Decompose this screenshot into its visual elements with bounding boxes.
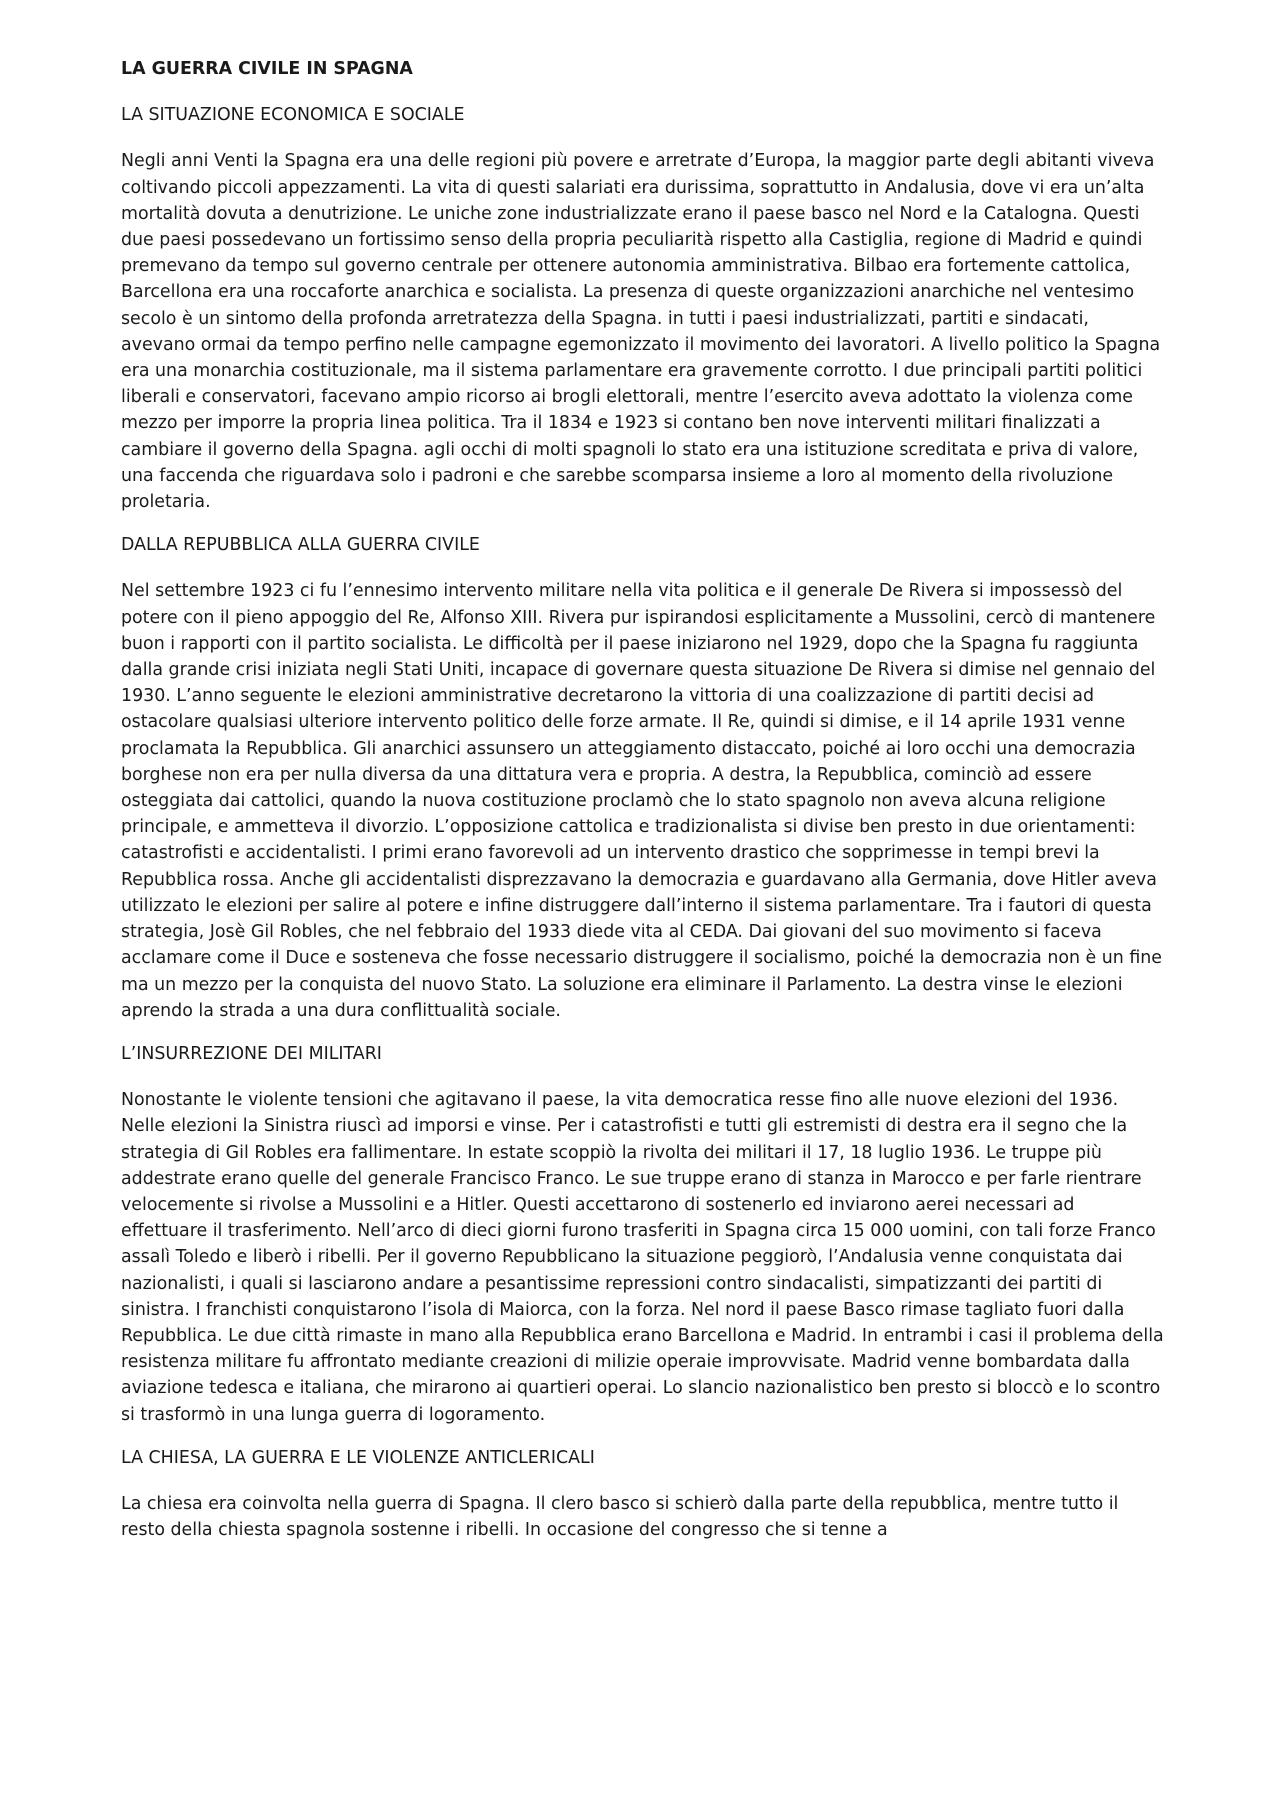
document-title: LA GUERRA CIVILE IN SPAGNA [121,59,413,79]
document-page [121,56,1166,1560]
section-paragraph-economic-social: Negli anni Venti la Spagna era una delle regioni più povere e arretrate d’Europa, la maggior parte degli abitanti viveva coltivando piccoli appezzamenti. La vita di questi salariati era durissima, soprattutto in Andalusia, dove vi era un’alta mortalità dovuta a denutrizione. Le uniche zone industrializzate erano il paese basco nel Nord e la Catalogna. Questi due paesi possedevano un fortissimo senso della propria peculiarità rispetto alla Castiglia, regione di Madrid e quindi premevano da tempo sul governo centrale per ottenere autonomia amministrativa. Bilbao era fortemente cattolica, Barcellona era una roccaforte anarchica e socialista. La presenza di queste organizzazioni anarchiche nel ventesimo secolo è un sintomo della profonda arretratezza della Spagna. in tutti i paesi industrializzati, partiti e sindacati, avevano ormai da tempo perfino nelle campagne egemonizzato il movimento dei lavoratori. A livello politico la Spagna era una monarchia costituzionale, ma il sistema parlamentare era gravemente corrotto. I due principali partiti politici liberali e conservatori, facevano ampio ricorso ai brogli elettorali, mentre l’esercito aveva adottato la violenza come mezzo per imporre la propria linea politica. Tra il 1834 e 1923 si contano ben nove interventi militari finalizzati a cambiare il governo della Spagna. agli occhi di molti spagnoli lo stato era una istituzione screditata e priva di valore, una faccenda che riguardava solo i padroni e che sarebbe scomparsa insieme a loro al momento della rivoluzione proletaria. [121,151,1161,513]
section-paragraph-republic-civil-war: Nel settembre 1923 ci fu l’ennesimo intervento militare nella vita politica e il generale De Rivera si impossessò del potere con il pieno appoggio del Re, Alfonso XIII. Rivera pur ispirandosi esplicitamente a Mussolini, cercò di mantenere buon i rapporti con il partito socialista. Le difficoltà per il paese iniziarono nel 1929, dopo che la Spagna fu raggiunta dalla grande crisi iniziata negli Stati Uniti, incapace di governare questa situazione De Rivera si dimise nel gennaio del 1930. L’anno seguente le elezioni amministrative decretarono la vittoria di una coalizzazione di partiti decisi ad ostacolare qualsiasi ulteriore intervento politico delle forze armate. Il Re, quindi si dimise, e il 14 aprile 1931 venne proclamata la Repubblica. Gli anarchici assunsero un atteggiamento distaccato, poiché ai loro occhi una democrazia borghese non era per nulla diversa da una dittatura vera e propria. A destra, la Repubblica, cominciò ad essere osteggiata dai cattolici, quando la nuova costituzione proclamò che lo stato spagnolo non aveva alcuna religione principale, e ammetteva il divorzio. L’opposizione cattolica e tradizionalista si divise ben presto in due orientamenti: catastrofisti e accidentalisti. I primi erano favorevoli ad un intervento drastico che sopprimesse in tempi brevi la Repubblica rossa. Anche gli accidentalisti disprezzavano la democrazia e guardavano alla Germania, dove Hitler aveva utilizzato le elezioni per salire al potere e infine distruggere dall’interno il sistema parlamentare. Tra i fautori di questa strategia, Josè Gil Robles, che nel febbraio del 1933 diede vita al CEDA. Dai giovani del suo movimento si faceva acclamare come il Duce e sosteneva che fosse necessario distruggere il socialismo, poiché la democrazia non è un fine ma un mezzo per la conquista del nuovo Stato. La soluzione era eliminare il Parlamento. La destra vinse le elezioni aprendo la strada a una dura conflittualità sociale. [121,581,1163,1021]
section-paragraph-military-insurrection: Nonostante le violente tensioni che agitavano il paese, la vita democratica resse fino alle nuove elezioni del 1936. Nelle elezioni la Sinistra riuscì ad imporsi e vinse. Per i catastrofisti e tutti gli estremisti di destra era il segno che la strategia di Gil Robles era fallimentare. In estate scoppiò la rivolta dei militari il 17, 18 luglio 1936. Le truppe più addestrate erano quelle del generale Francisco Franco. Le sue truppe erano di stanza in Marocco e per farle rientrare velocemente si rivolse a Mussolini e a Hitler. Questi accettarono di sostenerlo ed inviarono aerei necessari ad effettuare il trasferimento. Nell’arco di dieci giorni furono trasferiti in Spagna circa 15 000 uomini, con tali forze Franco assalì Toledo e liberò i ribelli. Per il governo Repubblicano la situazione peggiorò, l’Andalusia venne conquistata dai nazionalisti, i quali si lasciarono andare a pesantissime repressioni contro sindacalisti, simpatizzanti dei partiti di sinistra. I franchisti conquistarono l’isola di Maiorca, con la forza. Nel nord il paese Basco rimase tagliato fuori dalla Repubblica. Le due città rimaste in mano alla Repubblica erano Barcellona e Madrid. In entrambi i casi il problema della resistenza militare fu affrontato mediante creazioni di milizie operaie improvvisate. Madrid venne bombardata dalla aviazione tedesca e italiana, che mirarono ai quartieri operai. Lo slancio nazionalistico ben presto si bloccò e lo scontro si trasformò in una lunga guerra di logoramento. [121,1090,1164,1425]
section-paragraph-church-violence: La chiesa era coinvolta nella guerra di Spagna. Il clero basco si schierò dalla parte della repubblica, mentre tutto il resto della chiesta spagnola sostenne i ribelli. In occasione del congresso che si tenne a [121,1493,1119,1541]
section-heading-republic-civil-war: DALLA REPUBBLICA ALLA GUERRA CIVILE [121,535,480,556]
section-heading-military-insurrection: L’INSURREZIONE DEI MILITARI [121,1043,382,1064]
section-heading-church-violence: LA CHIESA, LA GUERRA E LE VIOLENZE ANTICLERICALI [121,1447,595,1468]
section-heading-economic-social: LA SITUAZIONE ECONOMICA E SOCIALE [121,105,465,126]
